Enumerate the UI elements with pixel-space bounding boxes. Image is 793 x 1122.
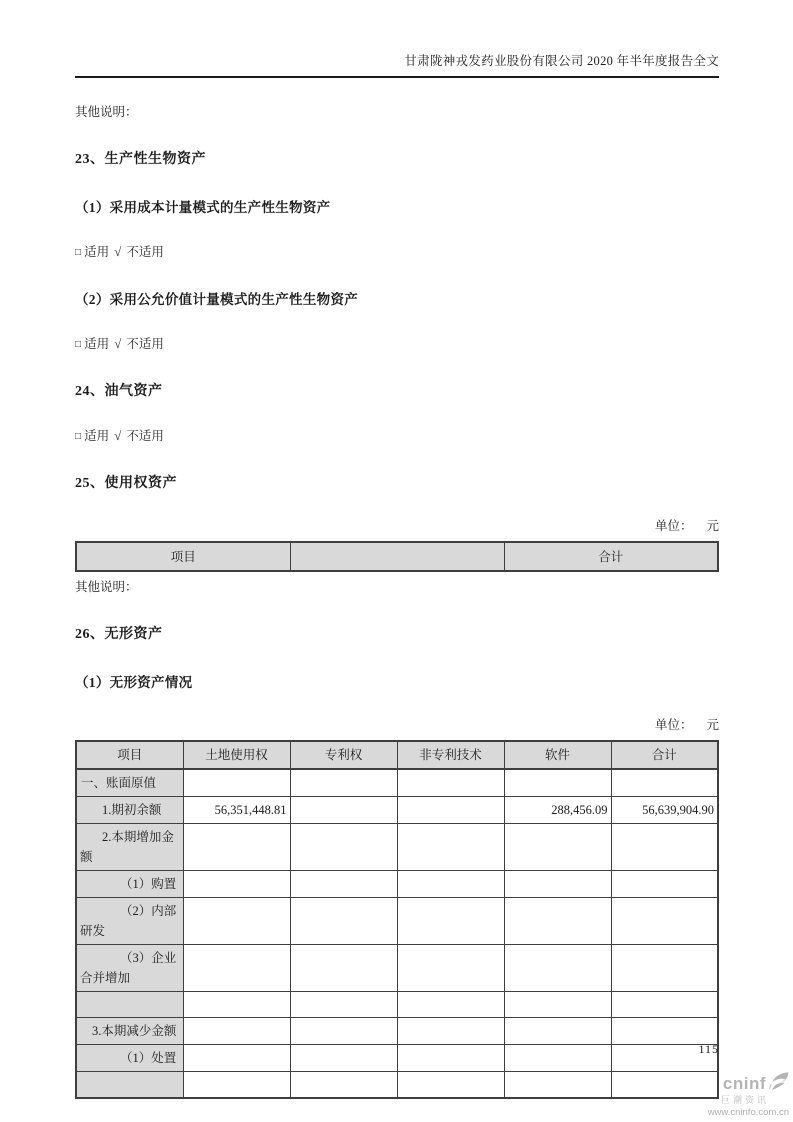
check-icon: √	[114, 245, 122, 259]
table-cell	[611, 824, 718, 871]
table-cell	[397, 1045, 504, 1072]
table-cell	[290, 1045, 397, 1072]
cninfo-logo	[679, 1072, 789, 1118]
table-cell	[397, 769, 504, 797]
table-header-row	[76, 542, 718, 571]
not-applicable-label: 不适用	[126, 429, 164, 443]
row-label: 3.本期减少金额	[76, 1018, 183, 1045]
applicable-label: 适用	[84, 337, 110, 351]
table-cell	[504, 769, 611, 797]
page-content	[75, 0, 719, 1099]
table-cell	[611, 992, 718, 1018]
row-label: 一、账面原值	[76, 769, 183, 797]
column-header: 合计	[611, 741, 718, 769]
not-applicable-label: 不适用	[126, 245, 164, 259]
section-26-title: 26、无形资产	[75, 627, 163, 642]
check-icon: √	[114, 429, 122, 443]
column-header: 项目	[76, 741, 183, 769]
unit-label: 单位：	[654, 718, 693, 732]
unit-line-26	[75, 715, 719, 733]
table-row	[76, 769, 718, 797]
table-cell	[504, 871, 611, 898]
table-cell	[290, 1018, 397, 1045]
page-number: 115	[698, 1042, 719, 1056]
section-23-title: 23、生产性生物资产	[75, 152, 206, 167]
section-25-title: 25、使用权资产	[75, 476, 177, 491]
table-cell	[183, 824, 290, 871]
table-cell	[290, 945, 397, 992]
table-cell	[397, 797, 504, 824]
table-cell	[611, 871, 718, 898]
column-header: 土地使用权	[183, 741, 290, 769]
checkbox-unchecked-icon: □	[75, 431, 82, 442]
other-note-25: 其他说明：	[75, 580, 138, 594]
cninfo-swirl-icon	[768, 1072, 789, 1096]
column-header: 软件	[504, 741, 611, 769]
table-cell	[611, 945, 718, 992]
unit-value: 元	[706, 718, 719, 732]
table-cell	[397, 945, 504, 992]
table-cell: 56,639,904.90	[611, 797, 718, 824]
table-row	[76, 871, 718, 898]
table-header-row	[76, 741, 718, 769]
column-header	[290, 542, 504, 571]
table-cell	[397, 871, 504, 898]
table-row	[76, 898, 718, 945]
table-cell	[183, 945, 290, 992]
applicability-line-2	[75, 334, 719, 352]
table-cell	[504, 1018, 611, 1045]
table-cell	[611, 769, 718, 797]
applicable-label: 适用	[84, 245, 110, 259]
row-label: （3）企业合并增加	[76, 945, 183, 992]
section-26-sub1-title: （1）无形资产情况	[75, 675, 193, 690]
table-cell	[290, 769, 397, 797]
row-label	[76, 992, 183, 1018]
check-icon: √	[114, 337, 122, 351]
column-header: 项目	[76, 542, 290, 571]
table-cell	[611, 1018, 718, 1045]
not-applicable-label: 不适用	[126, 337, 164, 351]
table-row	[76, 824, 718, 871]
row-label: （1）处置	[76, 1045, 183, 1072]
row-label	[76, 1072, 183, 1098]
row-label: （2）内部研发	[76, 898, 183, 945]
table-cell	[504, 992, 611, 1018]
table-cell	[183, 992, 290, 1018]
table-cell	[397, 1072, 504, 1098]
cninfo-url: www.cninfo.com.cn	[707, 1107, 789, 1118]
section-23-sub2-title: （2）采用公允价值计量模式的生产性生物资产	[75, 292, 359, 307]
unit-label: 单位：	[654, 519, 693, 533]
table-cell	[183, 898, 290, 945]
column-header: 非专利技术	[397, 741, 504, 769]
table-cell	[504, 824, 611, 871]
table-cell: 288,456.09	[504, 797, 611, 824]
row-label: 1.期初余额	[76, 797, 183, 824]
table-cell	[397, 824, 504, 871]
checkbox-unchecked-icon: □	[75, 247, 82, 258]
applicable-label: 适用	[84, 429, 110, 443]
table-row	[76, 945, 718, 992]
table-row	[76, 1018, 718, 1045]
table-cell	[290, 797, 397, 824]
table-cell: 56,351,448.81	[183, 797, 290, 824]
section-23-sub1-title: （1）采用成本计量模式的生产性生物资产	[75, 200, 331, 215]
section-24-title: 24、油气资产	[75, 384, 163, 399]
row-label: 2.本期增加金额	[76, 824, 183, 871]
table-cell	[397, 992, 504, 1018]
applicability-line-1	[75, 242, 719, 260]
table-row	[76, 797, 718, 824]
right-of-use-assets-table	[75, 541, 719, 572]
table-cell	[397, 1018, 504, 1045]
cninfo-chinese-name: 巨潮资讯	[720, 1095, 769, 1105]
cninfo-brand-text: cninf	[722, 1074, 766, 1093]
table-cell	[504, 945, 611, 992]
column-header: 专利权	[290, 741, 397, 769]
table-cell	[183, 1072, 290, 1098]
table-cell	[183, 1045, 290, 1072]
table-cell	[504, 898, 611, 945]
applicability-line-3	[75, 426, 719, 444]
table-cell	[397, 898, 504, 945]
table-cell	[290, 1072, 397, 1098]
unit-value: 元	[706, 519, 719, 533]
table-cell	[611, 898, 718, 945]
table-cell	[183, 871, 290, 898]
table-cell	[290, 871, 397, 898]
table-cell	[504, 1045, 611, 1072]
checkbox-unchecked-icon: □	[75, 339, 82, 350]
table-row	[76, 992, 718, 1018]
other-note-top: 其他说明：	[75, 105, 138, 119]
document-header-title: 甘肃陇神戎发药业股份有限公司 2020 年半年度报告全文	[75, 0, 719, 78]
column-header: 合计	[504, 542, 718, 571]
table-cell	[183, 1018, 290, 1045]
table-cell	[183, 769, 290, 797]
intangible-assets-table	[75, 740, 719, 1099]
row-label: （1）购置	[76, 871, 183, 898]
table-cell	[290, 992, 397, 1018]
table-row	[76, 1045, 718, 1072]
table-cell	[504, 1072, 611, 1098]
table-row	[76, 1072, 718, 1098]
unit-line-25	[75, 516, 719, 534]
table-cell	[290, 898, 397, 945]
table-cell	[290, 824, 397, 871]
